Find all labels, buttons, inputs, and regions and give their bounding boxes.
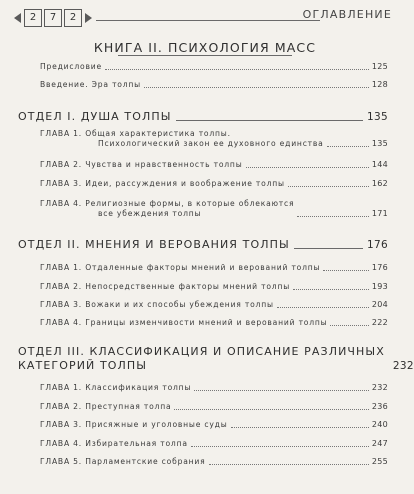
toc-entry-title: Введение. Эра толпы bbox=[40, 80, 141, 89]
toc-chapter-title: ГЛАВА 2. Преступная толпа bbox=[40, 402, 172, 411]
toc-entry-page: 255 bbox=[371, 457, 388, 466]
toc-chapter-title: ГЛАВА 1. Отдаленные факторы мнений и верований толпы bbox=[40, 263, 321, 272]
arrow-right-icon bbox=[85, 13, 92, 23]
toc-section-3[interactable] bbox=[18, 345, 414, 373]
toc-entry-page: 204 bbox=[371, 300, 388, 309]
toc-entry-page: 176 bbox=[371, 263, 388, 272]
toc-entry-page: 128 bbox=[371, 80, 388, 89]
toc-chapter[interactable] bbox=[40, 199, 388, 219]
dot-leader bbox=[246, 167, 369, 168]
page-digit: 2 bbox=[24, 9, 42, 27]
dot-leader bbox=[323, 270, 369, 271]
section-title-cont: КАТЕГОРИЙ ТОЛПЫ bbox=[18, 359, 148, 372]
dot-leader bbox=[277, 307, 369, 308]
dot-leader bbox=[297, 216, 368, 217]
dot-leader bbox=[105, 69, 369, 70]
section-title: ОТДЕЛ I. ДУША ТОЛПЫ bbox=[18, 110, 172, 123]
section-rule bbox=[294, 248, 363, 249]
toc-entry-page: 162 bbox=[371, 179, 388, 188]
dot-leader bbox=[293, 289, 369, 290]
toc-chapter-title: ГЛАВА 4. Религиозные формы, в которые облекаются bbox=[40, 199, 295, 208]
toc-chapter[interactable] bbox=[40, 263, 388, 273]
dot-leader bbox=[330, 325, 368, 326]
toc-entry-page: 232 bbox=[371, 383, 388, 392]
dot-leader bbox=[194, 390, 369, 391]
toc-chapter-title: ГЛАВА 2. Чувства и нравственность толпы bbox=[40, 160, 243, 169]
dot-leader bbox=[288, 186, 369, 187]
book-title-rule bbox=[118, 55, 292, 56]
toc-chapter-title: ГЛАВА 4. Избирательная толпа bbox=[40, 439, 188, 448]
page-header bbox=[0, 0, 410, 30]
toc-chapter[interactable] bbox=[40, 439, 388, 449]
page-digit: 7 bbox=[44, 9, 62, 27]
toc-chapter-title: ГЛАВА 3. Идеи, рассуждения и воображение толпы bbox=[40, 179, 285, 188]
toc-chapter-title-cont: Психологический закон ее духовного единства bbox=[98, 139, 324, 148]
toc-chapter-title: ГЛАВА 3. Вожаки и их способы убеждения толпы bbox=[40, 300, 274, 309]
section-page: 176 bbox=[367, 239, 388, 251]
dot-leader bbox=[191, 446, 369, 447]
toc-entry-page: 144 bbox=[371, 160, 388, 169]
toc-chapter[interactable] bbox=[40, 318, 388, 328]
toc-chapter-title: ГЛАВА 1. Классификация толпы bbox=[40, 383, 192, 392]
section-title: ОТДЕЛ II. МНЕНИЯ И ВЕРОВАНИЯ ТОЛПЫ bbox=[18, 238, 290, 251]
toc-chapter-title-cont: все убеждения толпы bbox=[98, 209, 202, 218]
toc-chapter-title: ГЛАВА 1. Общая характеристика толпы. bbox=[40, 129, 231, 138]
header-title: ОГЛАВЛЕНИЕ bbox=[302, 8, 392, 21]
page-number bbox=[14, 9, 92, 27]
book-title: КНИГА II. ПСИХОЛОГИЯ МАСС bbox=[93, 40, 317, 55]
page-digit: 2 bbox=[64, 9, 82, 27]
toc-entry-page: 135 bbox=[371, 139, 388, 148]
arrow-left-icon bbox=[14, 13, 21, 23]
toc-entry-preface[interactable] bbox=[40, 62, 388, 72]
toc-chapter[interactable] bbox=[40, 282, 388, 292]
toc-entry-page: 125 bbox=[371, 62, 388, 71]
section-title: ОТДЕЛ III. КЛАССИФИКАЦИЯ И ОПИСАНИЕ РАЗЛИЧНЫХ bbox=[18, 345, 385, 358]
toc-chapter[interactable] bbox=[40, 420, 388, 430]
toc-chapter[interactable] bbox=[40, 383, 388, 393]
toc-chapter[interactable] bbox=[40, 402, 388, 412]
section-rule bbox=[176, 120, 364, 121]
toc-chapter-title: ГЛАВА 4. Границы изменчивости мнений и верований толпы bbox=[40, 318, 328, 327]
toc-chapter-title: ГЛАВА 2. Непосредственные факторы мнений толпы bbox=[40, 282, 291, 291]
dot-leader bbox=[174, 409, 368, 410]
toc-chapter[interactable] bbox=[40, 300, 388, 310]
toc-entry-page: 240 bbox=[371, 420, 388, 429]
header-rule bbox=[96, 20, 320, 21]
dot-leader bbox=[231, 427, 369, 428]
dot-leader bbox=[144, 87, 369, 88]
toc-chapter[interactable] bbox=[40, 160, 388, 170]
toc-entry-page: 236 bbox=[371, 402, 388, 411]
toc-chapter-title: ГЛАВА 3. Присяжные и уголовные суды bbox=[40, 420, 228, 429]
toc-chapter-title: ГЛАВА 5. Парламентские собрания bbox=[40, 457, 206, 466]
section-page: 135 bbox=[367, 111, 388, 123]
toc-section-2[interactable] bbox=[18, 238, 388, 252]
toc-section-1[interactable] bbox=[18, 110, 388, 124]
toc-entry-page: 193 bbox=[371, 282, 388, 291]
toc-entry-title: Предисловие bbox=[40, 62, 102, 71]
toc-entry-page: 222 bbox=[371, 318, 388, 327]
toc-entry-page: 171 bbox=[371, 209, 388, 218]
toc-entry-introduction[interactable] bbox=[40, 80, 388, 90]
toc-chapter[interactable] bbox=[40, 179, 388, 189]
toc-chapter[interactable] bbox=[40, 457, 388, 467]
dot-leader bbox=[209, 464, 369, 465]
toc-chapter[interactable] bbox=[40, 129, 388, 149]
section-page: 232 bbox=[392, 360, 414, 372]
toc-entry-page: 247 bbox=[371, 439, 388, 448]
dot-leader bbox=[327, 146, 369, 147]
